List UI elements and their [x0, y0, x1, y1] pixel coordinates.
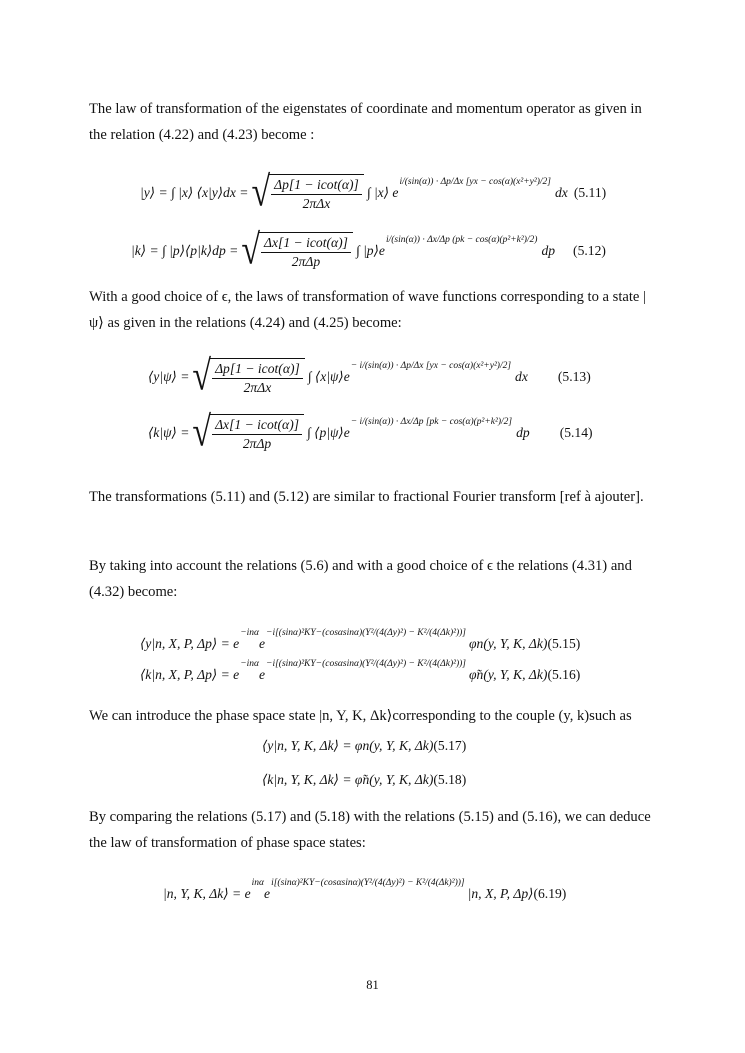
eq-tail: dx — [554, 185, 568, 200]
eq-rhs: ∫ |x⟩ e — [366, 185, 399, 200]
eq-lhs: |y⟩ = ∫ |x⟩ ⟨x|y⟩dx = — [140, 185, 249, 200]
eq-rhs: ∫ ⟨p|ψ⟩e — [307, 425, 350, 440]
paragraph-comparison: By comparing the relations (5.17) and (5.18) with the relations (5.15) and (5.16), we can deduce the law of transformation of phase space states: — [89, 809, 651, 851]
equation-5-14 — [148, 409, 593, 456]
eq-lhs: |n, Y, K, Δk⟩ = e — [163, 886, 251, 901]
paragraph-relations: By taking into account the relations (5.6) and with a good choice of ϵ the relations (4.31) and (4.32) become: — [89, 558, 632, 600]
eq-tail: dp — [541, 243, 556, 258]
paragraph-fractional-fourier: The transformations (5.11) and (5.12) are similar to fractional Fourier transform [ref à ajouter]. — [89, 489, 644, 505]
eq-tail: dx — [515, 369, 528, 384]
eq-lhs: ⟨y|n, X, P, Δp⟩ = e — [140, 636, 240, 651]
eq-lhs: ⟨y|ψ⟩ = — [148, 369, 190, 384]
fraction-numerator: Δp[1 − icot(α)] — [212, 361, 303, 379]
eq-rhs: ∫ ⟨x|ψ⟩e — [307, 369, 350, 384]
eq-tail: φ̃n(y, Y, K, Δk) — [469, 667, 548, 682]
equation-label: (5.18) — [433, 772, 467, 787]
equation-label: (5.16) — [547, 667, 581, 682]
exponent: i[(sinα)²KY−(cosαsinα)(Y²/(4(Δy)²) − K²/(4(Δk)²))] — [271, 878, 465, 888]
eq-text: ⟨k|n, Y, K, Δk⟩ = φ̃n(y, Y, K, Δk) — [262, 772, 434, 787]
eq-tail: dp — [516, 425, 530, 440]
equation-label: (5.11) — [573, 185, 607, 200]
equation-5-11 — [140, 169, 607, 216]
fraction-denominator: 2πΔx — [243, 380, 272, 395]
fraction-numerator: Δx[1 − icot(α)] — [212, 417, 302, 435]
equation-5-12 — [131, 227, 606, 274]
equation-5-15 — [140, 628, 581, 652]
exponent: − i/(sin(α)) · Δp/Δx [yx − cos(α)(x²+y²)/2] — [350, 361, 512, 371]
equation-label: (5.17) — [433, 738, 467, 753]
exponent: −i[(sinα)²KY−(cosαsinα)(Y²/(4(Δy)²) − K²/(4(Δk)²))] — [266, 628, 466, 638]
eq-lhs: |k⟩ = ∫ |p⟩⟨p|k⟩dp = — [131, 243, 239, 258]
exponent-phase: −inα — [240, 628, 259, 638]
equation-label: (6.19) — [533, 886, 567, 901]
eq-text: ⟨y|n, Y, K, Δk⟩ = φn(y, Y, K, Δk) — [262, 738, 434, 753]
equation-6-19 — [163, 878, 567, 902]
fraction-numerator: Δp[1 − icot(α)] — [271, 177, 362, 195]
equation-5-17 — [262, 738, 466, 754]
equation-label: (5.15) — [547, 636, 581, 651]
equation-5-18 — [262, 772, 466, 788]
eq-rhs: ∫ |p⟩e — [355, 243, 385, 258]
fraction-denominator: 2πΔx — [302, 196, 331, 211]
eq-mid: e — [264, 886, 271, 901]
fraction-numerator: Δx[1 − icot(α)] — [261, 235, 351, 253]
exponent-phase: −inα — [240, 659, 259, 669]
sqrt: √ $\frac{\Delta x[1 - icot(\alpha)]}{\text{2πΔp}}$ — [192, 414, 304, 452]
exponent: −i[(sinα)²KY−(cosαsinα)(Y²/(4(Δy)²) − K²/(4(Δk)²))] — [266, 659, 466, 669]
eq-lhs: ⟨k|ψ⟩ = — [148, 425, 190, 440]
exponent: i/(sin(α)) · Δp/Δx [yx − cos(α)(x²+y²)/2] — [399, 177, 551, 187]
exponent: i/(sin(α)) · Δx/Δp (pk − cos(α)(p²+k²)/2) — [385, 235, 538, 245]
exponent: − i/(sin(α)) · Δx/Δp [pk − cos(α)(p²+k²)/2] — [350, 417, 513, 427]
equation-5-13 — [148, 353, 591, 400]
paragraph-phase-space-state: We can introduce the phase space state |n, Y, K, Δk⟩corresponding to the couple (y, k)such as — [89, 708, 632, 724]
eq-tail: φn(y, Y, K, Δk) — [469, 636, 548, 651]
fraction-denominator: 2πΔp — [291, 254, 321, 269]
paragraph-wave-functions: With a good choice of ϵ, the laws of transformation of wave functions corresponding to a state |ψ⟩ as given in the relations (4.24) and (4.25) become: — [89, 289, 646, 331]
paragraph-intro: The law of transformation of the eigenstates of coordinate and momentum operator as given in the relation (4.22) and (4.23) become : — [89, 101, 642, 143]
eq-tail: |n, X, P, Δp⟩ — [467, 886, 534, 901]
equation-label: (5.14) — [559, 425, 593, 440]
eq-mid: e — [259, 667, 266, 682]
exponent-phase: inα — [251, 878, 265, 888]
eq-mid: e — [259, 636, 266, 651]
fraction-denominator: 2πΔp — [242, 436, 272, 451]
eq-lhs: ⟨k|n, X, P, Δp⟩ = e — [140, 667, 240, 682]
page-number: 81 — [366, 978, 379, 992]
equation-label: (5.13) — [557, 369, 591, 384]
equation-label: (5.12) — [573, 243, 606, 258]
sqrt: √ $\frac{\Delta p[1 - icot(\alpha)]}{\text{2πΔx}}$ — [192, 358, 304, 396]
sqrt: √ $\frac{\Delta x[1 - icot(\alpha)]}{\text{2πΔp}}$ — [241, 232, 353, 270]
equation-5-16 — [140, 659, 581, 683]
sqrt: √ $\frac{\Delta p[1 - icot(\alpha)]}{\text{2πΔx}}$ — [251, 174, 363, 212]
